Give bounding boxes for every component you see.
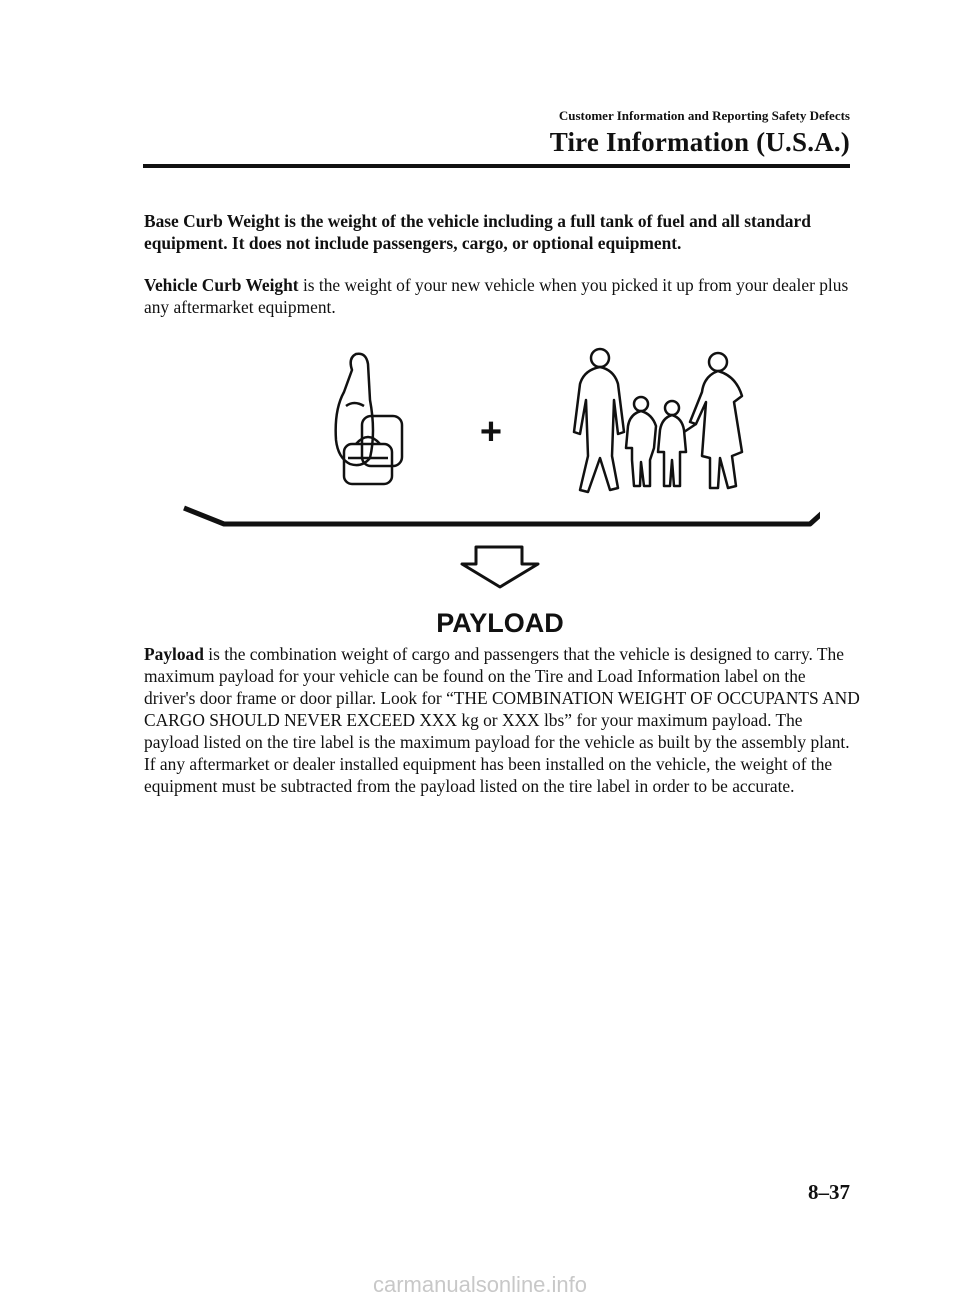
page-number: 8–37 — [808, 1180, 850, 1204]
bracket-line — [184, 506, 820, 524]
payload-paragraph — [144, 643, 860, 797]
watermark: carmanualsonline.info — [372, 1272, 588, 1297]
page-title: Tire Information (U.S.A.) — [549, 127, 850, 157]
payload-text: is the combination weight of cargo and passengers that the vehicle is designed to carry. The maximum payload for your vehicle can be found on the Tire and Load Information label on the driver's door frame or door pillar. Look for “THE COMBINATION WEIGHT OF OCCUPANTS AND CARGO SHOULD NEVER EXCEED XXX kg or XXX lbs” for your maximum payload. The payload listed on the tire label is the maximum payload for the vehicle as built by the assembly plant. If any aftermarket or dealer installed equipment has been installed on the vehicle, the weight of the equipment must be subtracted from the payload listed on the tire label in order to be accurate. — [144, 644, 860, 796]
header-rule — [143, 164, 850, 168]
base-curb-weight-paragraph: Base Curb Weight is the weight of the vehicle including a full tank of fuel and all standard equipment. It does not include passengers, cargo, or optional equipment. — [144, 211, 811, 253]
vehicle-curb-weight-paragraph — [144, 274, 860, 318]
vehicle-curb-weight-text: is the weight of your new vehicle when you picked it up from your dealer plus any aftermarket equipment. — [144, 275, 849, 317]
payload-term: Payload — [144, 644, 204, 664]
vehicle-curb-weight-term: Vehicle Curb Weight — [144, 275, 299, 295]
down-arrow-icon — [462, 547, 538, 587]
luggage-icon — [336, 354, 402, 484]
payload-label: PAYLOAD — [436, 608, 564, 638]
header-section: Customer Information and Reporting Safety Defects — [558, 108, 850, 123]
payload-figure — [180, 340, 820, 640]
family-icon — [574, 349, 742, 492]
plus-sign: + — [479, 411, 503, 453]
